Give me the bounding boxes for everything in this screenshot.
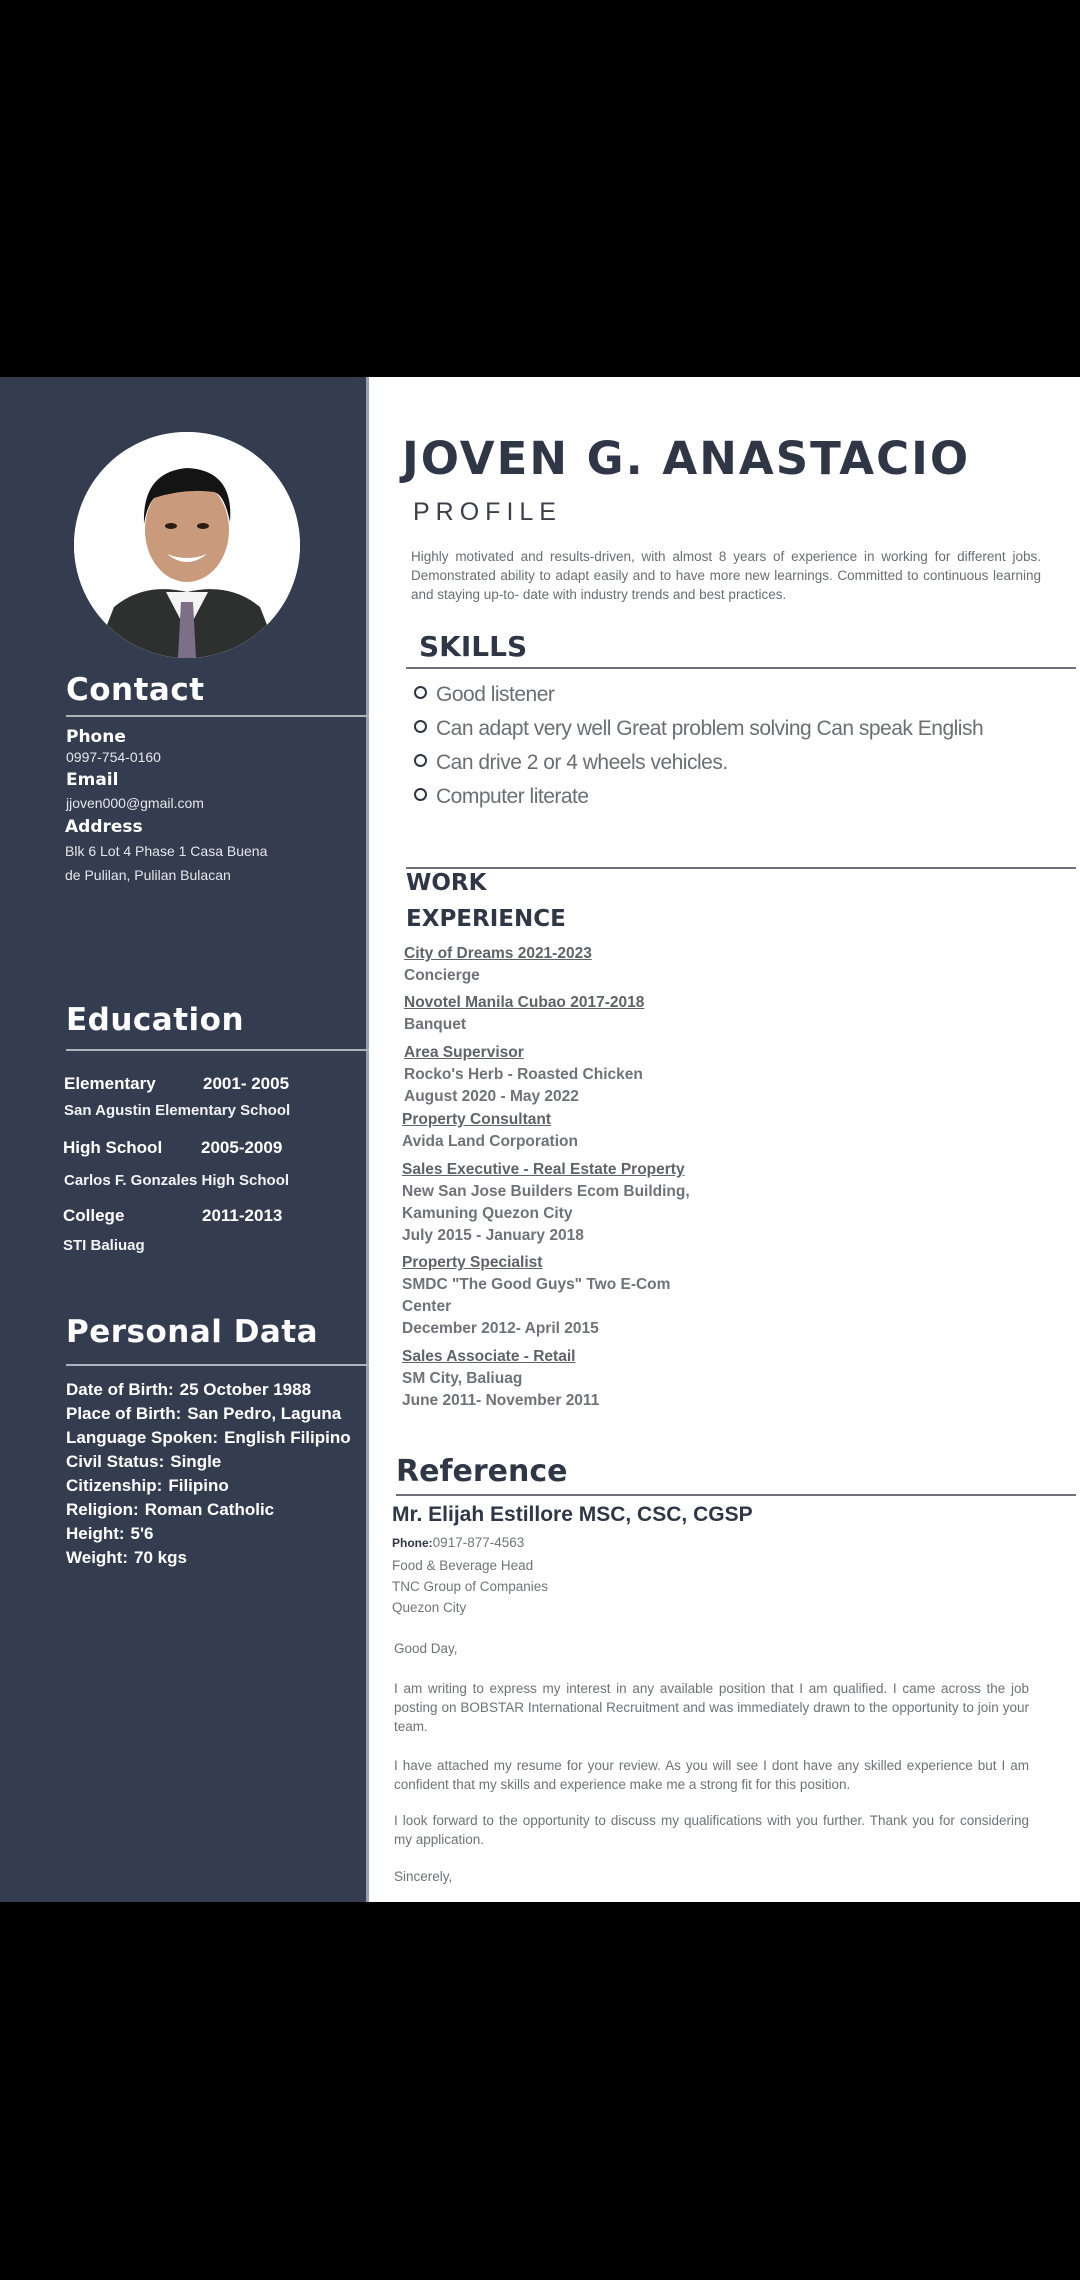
reference-divider [396, 1494, 1076, 1496]
pd-weight [66, 1548, 187, 1568]
job-title: Property Specialist [402, 1254, 543, 1271]
pd-value: 5'6 [130, 1524, 154, 1543]
address-line1: Blk 6 Lot 4 Phase 1 Casa Buena [65, 843, 268, 859]
contact-divider [66, 715, 369, 717]
job-detail: SMDC "The Good Guys" Two E-Com [402, 1276, 671, 1293]
sidebar [0, 377, 369, 1902]
personal-data-divider [66, 1364, 369, 1366]
edu-level-elementary: Elementary [64, 1074, 156, 1093]
job-detail: August 2020 - May 2022 [404, 1088, 579, 1105]
email-value: jjoven000@gmail.com [66, 795, 204, 811]
pd-label: Weight: [66, 1548, 129, 1567]
pd-value: English Filipino [224, 1428, 351, 1447]
circle-bullet-icon [414, 788, 427, 801]
letter-paragraph-1: I am writing to express my interest in any available position that I am qualified. I came across the job posting on BOBSTAR International Recruitment and was immediately drawn to the opportunity to join your team. [394, 1681, 1029, 1734]
job-title: Area Supervisor [404, 1044, 524, 1061]
job-detail: New San Jose Builders Ecom Building, [402, 1183, 690, 1200]
work-divider [406, 867, 1076, 869]
pd-label: Height: [66, 1524, 125, 1543]
reference-heading: Reference [396, 1454, 568, 1489]
job-title: Sales Associate - Retail [402, 1348, 576, 1365]
pd-value: Roman Catholic [144, 1500, 275, 1519]
pd-label: Place of Birth: [66, 1404, 182, 1423]
edu-school-elementary: San Agustin Elementary School [64, 1102, 291, 1119]
edu-years-elementary: 2001- 2005 [203, 1074, 290, 1093]
edu-level-college: College [63, 1206, 125, 1225]
profile-heading: PROFILE [413, 498, 562, 526]
skill-item [414, 683, 554, 707]
pd-value: 70 kgs [134, 1548, 187, 1567]
circle-bullet-icon [414, 686, 427, 699]
phone-value: 0997-754-0160 [66, 749, 161, 765]
letter-paragraph-3: I look forward to the opportunity to discuss my qualifications with you further. Thank you for considering my application. [394, 1813, 1029, 1847]
skills-divider [406, 667, 1076, 669]
pd-value: Single [170, 1452, 222, 1471]
pd-date-of-birth [66, 1380, 311, 1400]
pd-label: Citizenship: [66, 1476, 163, 1495]
skills-heading: SKILLS [419, 630, 528, 663]
skill-item [414, 751, 728, 775]
resume-document [0, 377, 1080, 1902]
address-line2: de Pulilan, Pulilan Bulacan [65, 867, 231, 883]
work-heading-line1: WORK [406, 870, 487, 896]
job-detail: Concierge [404, 967, 480, 984]
reference-name: Mr. Elijah Estillore MSC, CSC, CGSP [392, 1503, 753, 1526]
work-heading-line2: EXPERIENCE [406, 906, 566, 932]
reference-phone [392, 1535, 524, 1550]
personal-data-heading: Personal Data [66, 1314, 319, 1350]
contact-heading: Contact [66, 672, 205, 708]
profile-photo [74, 432, 300, 658]
pd-language-spoken [66, 1428, 351, 1448]
letter-paragraph-2: I have attached my resume for your review. As you will see I dont have any skilled experience but I am confident that my skills and experience make me a strong fit for this position. [394, 1758, 1029, 1792]
edu-years-highschool: 2005-2009 [201, 1138, 283, 1157]
main-content [369, 377, 1080, 1902]
job-title: Property Consultant [402, 1111, 551, 1128]
pd-height [66, 1524, 154, 1544]
job-detail: July 2015 - January 2018 [402, 1227, 584, 1244]
pd-label: Civil Status: [66, 1452, 165, 1471]
job-detail: Kamuning Quezon City [402, 1205, 573, 1222]
skill-item [414, 785, 589, 809]
pd-religion [66, 1500, 274, 1520]
job-detail: December 2012- April 2015 [402, 1320, 599, 1337]
candidate-name: JOVEN G. ANASTACIO [402, 432, 971, 485]
pd-place-of-birth [66, 1404, 341, 1424]
email-label: Email [66, 770, 119, 790]
phone-label: Phone [66, 727, 126, 747]
person-photo-icon [74, 432, 300, 658]
circle-bullet-icon [414, 754, 427, 767]
skill-text: Computer literate [436, 785, 589, 808]
job-detail: Rocko's Herb - Roasted Chicken [404, 1066, 643, 1083]
skill-text: Good listener [436, 683, 555, 706]
reference-phone-label: Phone: [392, 1536, 433, 1550]
pd-value: Filipino [168, 1476, 229, 1495]
circle-bullet-icon [414, 720, 427, 733]
skill-item [414, 717, 983, 741]
reference-position: Food & Beverage Head [392, 1558, 534, 1573]
pd-label: Language Spoken: [66, 1428, 219, 1447]
job-detail: Avida Land Corporation [402, 1133, 578, 1150]
address-label: Address [65, 817, 143, 837]
skill-text: Can drive 2 or 4 wheels vehicles. [436, 751, 728, 774]
pd-citizenship [66, 1476, 229, 1496]
profile-summary: Highly motivated and results-driven, with almost 8 years of experience in working for different jobs. Demonstrated ability to adapt easily and to have more new learnings. Committed to continuous learning and staying up-to- date with industry trends and best practices. [411, 549, 1041, 602]
letter-greeting: Good Day, [394, 1641, 458, 1656]
reference-location: Quezon City [392, 1600, 467, 1615]
letter-closing: Sincerely, [394, 1869, 453, 1884]
pd-label: Religion: [66, 1500, 139, 1519]
education-divider [66, 1049, 369, 1051]
job-detail: June 2011- November 2011 [402, 1392, 600, 1409]
edu-years-college: 2011-2013 [202, 1206, 283, 1225]
edu-school-highschool: Carlos F. Gonzales High School [64, 1172, 290, 1189]
job-title: Sales Executive - Real Estate Property [402, 1161, 685, 1178]
job-title: City of Dreams 2021-2023 [404, 945, 592, 962]
job-detail: Center [402, 1298, 452, 1315]
reference-company: TNC Group of Companies [392, 1579, 549, 1594]
edu-school-college: STI Baliuag [63, 1237, 145, 1254]
pd-label: Date of Birth: [66, 1380, 174, 1399]
skill-text: Can adapt very well Great problem solving Can speak English [436, 717, 984, 740]
job-detail: SM City, Baliuag [402, 1370, 523, 1387]
job-title: Novotel Manila Cubao 2017-2018 [404, 994, 645, 1011]
pd-value: 25 October 1988 [179, 1380, 312, 1399]
edu-level-highschool: High School [63, 1138, 163, 1157]
reference-phone-value: 0917-877-4563 [432, 1535, 525, 1550]
job-detail: Banquet [404, 1016, 466, 1033]
pd-value: San Pedro, Laguna [187, 1404, 342, 1423]
education-heading: Education [66, 1002, 245, 1038]
pd-civil-status [66, 1452, 221, 1472]
